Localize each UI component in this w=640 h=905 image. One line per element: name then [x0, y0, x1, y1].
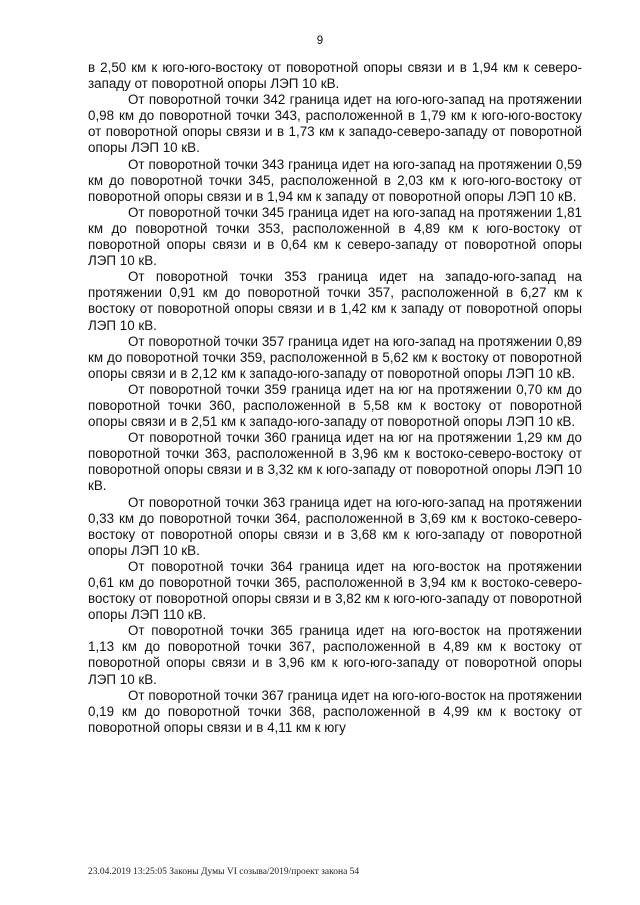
paragraph-point-363: От поворотной точки 363 граница идет на юго-юго-запад на протяжении 0,33 км до поворотной точки 364, расположенной в 3,69 км к востоко-северо-востоку от поворотной опоры связи и в 3,68 км к юго-западу от поворотной опоры ЛЭП 10 кВ. — [88, 494, 582, 558]
paragraph-point-364: От поворотной точки 364 граница идет на юго-восток на протяжении 0,61 км до поворотной точки 365, расположенной в 3,94 км к востоко-северо-востоку от поворотной опоры связи и в 3,82 км к юго-юго-западу от поворотной опоры ЛЭП 110 кВ. — [88, 558, 582, 623]
document-footer: 23.04.2019 13:25:05 Законы Думы VI созыва/2019/проект закона 54 — [88, 867, 360, 877]
paragraph-point-359: От поворотной точки 359 граница идет на юг на протяжении 0,70 км до поворотной точки 360, расположенной в 5,58 км к востоку от поворотной опоры связи и в 2,51 км к западо-юго-западу от поворотной опоры ЛЭП 10 кВ. — [88, 381, 582, 430]
paragraph-point-365: От поворотной точки 365 граница идет на юго-восток на протяжении 1,13 км до поворотной точки 367, расположенной в 4,89 км к востоку от поворотной опоры связи и в 3,96 км к юго-юго-западу от поворотной опоры ЛЭП 10 кВ. — [88, 623, 582, 687]
paragraph-point-357: От поворотной точки 357 граница идет на юго-запад на протяжении 0,89 км до поворотной точки 359, расположенной в 5,62 км к востоку от поворотной опоры связи и в 2,12 км к западо-юго-западу от поворотной опоры ЛЭП 10 кВ. — [88, 333, 582, 381]
paragraph-continuation: в 2,50 км к юго-юго-востоку от поворотной опоры связи и в 1,94 км к северо-западу от поворотной опоры ЛЭП 10 кВ. — [88, 60, 582, 92]
page-number: 9 — [316, 35, 324, 47]
paragraph-point-343: От поворотной точки 343 граница идет на юго-запад на протяжении 0,59 км до поворотной точки 345, расположенной в 2,03 км к юго-юго-востоку от поворотной опоры связи и в 1,94 км к западу от поворотной опоры ЛЭП 10 кВ. — [88, 156, 582, 204]
paragraph-point-353: От поворотной точки 353 граница идет на западо-юго-запад на протяжении 0,91 км до поворотной точки 357, расположенной в 6,27 км к востоку от поворотной опоры связи и в 1,42 км к западу от поворотной опоры ЛЭП 10 кВ. — [88, 269, 582, 333]
paragraph-point-342: От поворотной точки 342 граница идет на юго-юго-запад на протяжении 0,98 км до поворотной точки 343, расположенной в 1,79 км к юго-юго-востоку от поворотной опоры связи и в 1,73 км к западо-северо-западу от поворотной опоры ЛЭП 10 кВ. — [88, 92, 582, 156]
paragraph-point-345: От поворотной точки 345 граница идет на юго-запад на протяжении 1,81 км до поворотной точки 353, расположенной в 4,89 км к юго-востоку от поворотной опоры связи и в 0,64 км к северо-западу от поворотной опоры ЛЭП 10 кВ. — [88, 204, 582, 269]
paragraph-point-367: От поворотной точки 367 граница идет на юго-юго-восток на протяжении 0,19 км до поворотной точки 368, расположенной в 4,99 км к востоку от поворотной опоры связи и в 4,11 км к югу — [88, 687, 582, 735]
paragraph-point-360: От поворотной точки 360 граница идет на юг на протяжении 1,29 км до поворотной точки 363, расположенной в 3,96 км к востоко-северо-востоку от поворотной опоры связи и в 3,32 км к юго-западу от поворотной опоры ЛЭП 10 кВ. — [88, 430, 582, 494]
document-body — [88, 60, 582, 736]
